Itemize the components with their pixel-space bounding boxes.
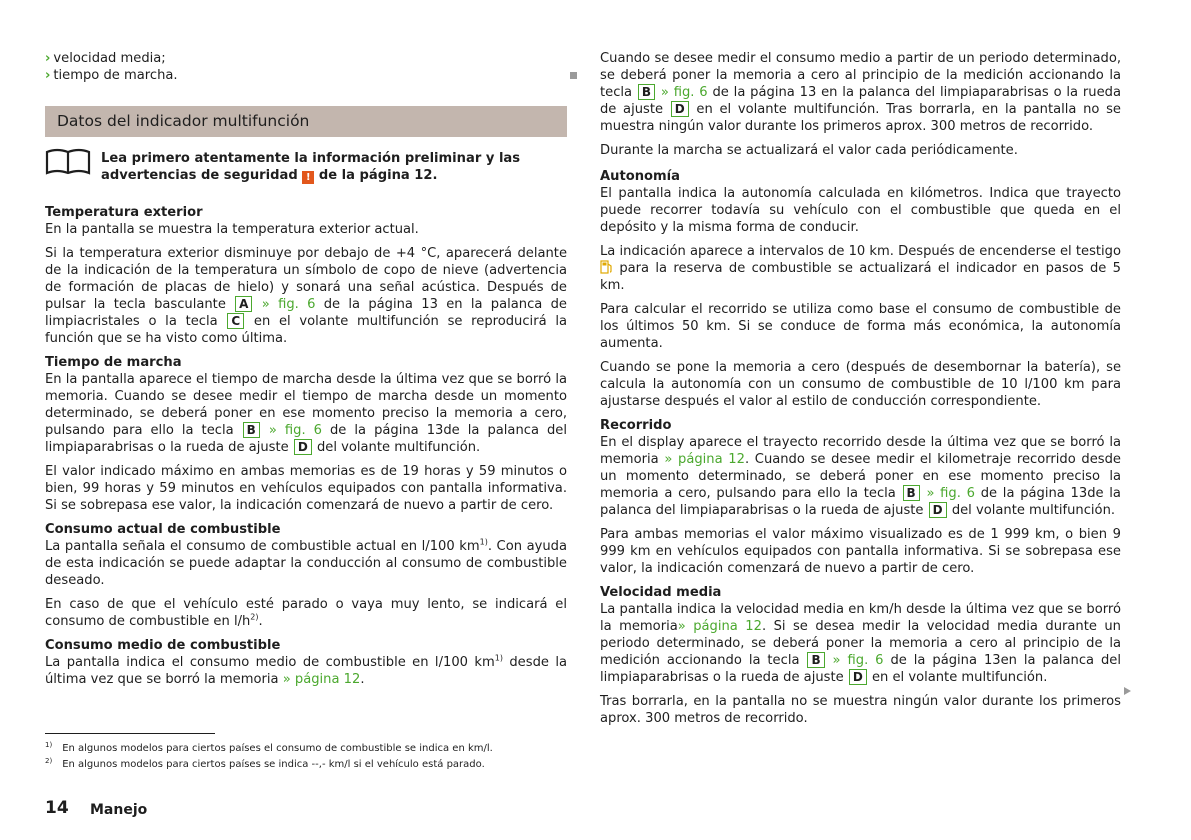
safety-notice bbox=[45, 150, 567, 184]
key-d: D bbox=[849, 669, 867, 685]
key-d: D bbox=[671, 101, 689, 117]
footnote: $^{1)}$ En algunos modelos para ciertos países el consumo de combustible se indica en km/l. bbox=[45, 740, 493, 754]
paragraph: Para ambas memorias el valor máximo visualizado es de 1 999 km, o bien 9 999 km en vehículos equipados con pantalla informativa. Si se sobrepasa ese valor, la indicación comenzará de nuevo a partir de cero. bbox=[600, 527, 1121, 576]
heading-consumo-medio: Consumo medio de combustible bbox=[45, 638, 281, 653]
paragraph: En el display aparece el trayecto recorrido desde la última vez que se borró la memoria » página 12. Cuando se desee medir el kilometraje recorrido desde un momento determinado, se deberá poner en ese momento preciso la memoria a cero, pulsando para ello la tecla B » fig. 6 de la página 13de la palanca del limpiaparabrisas o la rueda de ajuste D del volante multifunción. bbox=[600, 435, 1121, 518]
chevron-right-icon: › bbox=[45, 68, 51, 83]
section-title: Datos del indicador multifunción bbox=[45, 106, 567, 137]
key-b: B bbox=[807, 652, 824, 668]
key-d: D bbox=[294, 439, 312, 455]
paragraph: Para calcular el recorrido se utiliza como base el consumo de combustible de los últimos 50 km. Si se conduce de forma más económica, la autonomía aumenta. bbox=[600, 302, 1121, 351]
link-fig-6[interactable]: » fig. 6 bbox=[926, 486, 975, 501]
heading-autonomia: Autonomía bbox=[600, 169, 680, 184]
warning-icon: ! bbox=[302, 171, 314, 184]
key-b: B bbox=[638, 84, 655, 100]
right-column bbox=[600, 50, 1121, 734]
paragraph: La pantalla indica el consumo medio de combustible en l/100 $km^{1)}$ desde la última vez que se borró la memoria » página 12. bbox=[45, 653, 567, 687]
heading-tiempo: Tiempo de marcha bbox=[45, 355, 182, 370]
heading-recorrido: Recorrido bbox=[600, 418, 672, 433]
link-fig-6[interactable]: » fig. 6 bbox=[832, 653, 884, 668]
heading-temperatura: Temperatura exterior bbox=[45, 205, 203, 220]
continue-arrow-icon bbox=[1124, 687, 1131, 695]
paragraph: La pantalla señala el consumo de combustible actual en l/100 $km^{1)}$. Con ayuda de esta indicación se puede adaptar la conducción al consumo de combustible deseado. bbox=[45, 537, 567, 588]
footnote-ref: 1) bbox=[494, 653, 503, 663]
paragraph: En la pantalla se muestra la temperatura exterior actual. bbox=[45, 222, 419, 237]
key-c: C bbox=[227, 313, 244, 329]
notice-text: Lea primero atentamente la información preliminar y las advertencias de seguridad ! de la página 12. bbox=[101, 151, 521, 183]
paragraph: Cuando se desee medir el consumo medio a partir de un periodo determinado, se deberá poner la memoria a cero al principio de la medición accionando la tecla B » fig. 6 de la página 13 en la palanca del limpiaparabrisas o la rueda de ajuste D en el volante multifunción. Tras borrarla, en la pantalla no se muestra ningún valor durante los primeros aprox. 300 metros de recorrido. bbox=[600, 51, 1121, 134]
key-d: D bbox=[929, 502, 947, 518]
key-b: B bbox=[903, 485, 920, 501]
paragraph: En caso de que el vehículo esté parado o vaya muy lento, se indicará el consumo de combustible en $l/h^{2)}$. bbox=[45, 597, 567, 629]
left-column bbox=[45, 50, 567, 695]
fuel-pump-icon bbox=[600, 260, 613, 274]
paragraph: Durante la marcha se actualizará el valor cada periódicamente. bbox=[600, 143, 1018, 158]
link-pagina-12[interactable]: » página 12 bbox=[677, 619, 762, 634]
key-b: B bbox=[243, 422, 260, 438]
paragraph: Cuando se pone la memoria a cero (después de desembornar la batería), se calcula la autonomía con un consumo de combustible de 10 l/100 km para ajustarse después el valor al estilo de conducción correspondiente. bbox=[600, 360, 1121, 409]
link-pagina-12[interactable]: » página 12 bbox=[282, 672, 361, 687]
paragraph: Si la temperatura exterior disminuye por debajo de +4 °C, aparecerá delante de la indicación de la temperatura un símbolo de copo de nieve (advertencia de formación de placas de hielo) y sonará una señal acústica. Después de pulsar la tecla basculante A » fig. 6 de la página 13 en la palanca de limpiacristales o la tecla C en el volante multifunción se reproducirá la función que se ha visto como última. bbox=[45, 246, 567, 346]
chevron-right-icon: › bbox=[45, 51, 51, 66]
footnote-ref: 2) bbox=[250, 612, 259, 622]
bullet-item: › tiempo de marcha. bbox=[45, 68, 178, 83]
key-a: A bbox=[235, 296, 252, 312]
paragraph: Tras borrarla, en la pantalla no se muestra ningún valor durante los primeros aprox. 300 metros de recorrido. bbox=[600, 694, 1121, 726]
paragraph: La pantalla indica la velocidad media en km/h desde la última vez que se borró la memoria» página 12. Si se desea medir la velocidad media durante un periodo determinado, se deberá poner la memoria a cero al principio de la medición accionando la tecla B » fig. 6 de la página 13en la palanca del limpiaparabrisas o la rueda de ajuste D en el volante multifunción. bbox=[600, 602, 1121, 685]
heading-velocidad-media: Velocidad media bbox=[600, 585, 722, 600]
footnote-divider bbox=[45, 733, 215, 734]
book-icon bbox=[45, 148, 91, 176]
paragraph: El pantalla indica la autonomía calculada en kilómetros. Indica que trayecto puede recorrer todavía su vehículo con el combustible que queda en el depósito y la misma forma de conducir. bbox=[600, 186, 1121, 235]
page-number: 14 bbox=[45, 798, 69, 818]
bullet-item: › velocidad media; bbox=[45, 51, 166, 66]
footnote: $^{2)}$ En algunos modelos para ciertos países se indica --,- km/l si el vehículo está parado. bbox=[45, 756, 485, 770]
heading-consumo-actual: Consumo actual de combustible bbox=[45, 522, 281, 537]
paragraph: La indicación aparece a intervalos de 10 km. Después de encenderse el testigo para la reserva de combustible se actualizará el indicador en pasos de 5 km. bbox=[600, 244, 1121, 293]
paragraph: En la pantalla aparece el tiempo de marcha desde la última vez que se borró la memoria. Cuando se desee medir el tiempo de marcha desde un momento determinado, se deberá poner en ese momento preciso la memoria a cero, pulsando para ello la tecla B » fig. 6 de la página 13de la palanca del limpiaparabrisas o la rueda de ajuste D del volante multifunción. bbox=[45, 372, 567, 455]
paragraph: El valor indicado máximo en ambas memorias es de 19 horas y 59 minutos o bien, 99 horas y 59 minutos en vehículos equipados con pantalla informativa. Si se sobrepasa ese valor, la indicación comenzará de nuevo a partir de cero. bbox=[45, 464, 567, 513]
link-fig-6[interactable]: » fig. 6 bbox=[268, 423, 322, 438]
chapter-name: Manejo bbox=[90, 802, 148, 818]
end-of-section-marker bbox=[570, 72, 577, 79]
link-fig-6[interactable]: » fig. 6 bbox=[261, 297, 316, 312]
link-fig-6[interactable]: » fig. 6 bbox=[660, 85, 708, 100]
footnote-ref: 1) bbox=[479, 537, 488, 547]
link-pagina-12[interactable]: » página 12 bbox=[664, 452, 745, 467]
